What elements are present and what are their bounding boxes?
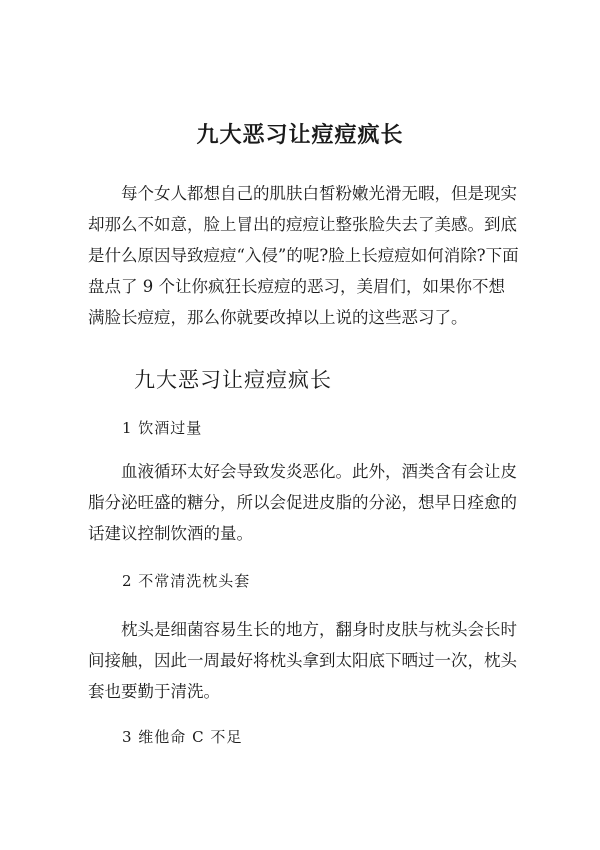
item-body-2: 枕头是细菌容易生长的地方，翻身时皮肤与枕头会长时间接触，因此一周最好将枕头拿到太阳底下晒过一次，枕头套也要勤于清洗。 bbox=[88, 620, 517, 701]
section-subtitle: 九大恶习让痘痘疯长 bbox=[134, 368, 332, 392]
item-heading-1: 1 饮酒过量 bbox=[122, 419, 203, 437]
item-heading-3: 3 维他命 C 不足 bbox=[122, 728, 243, 746]
document-title: 九大恶习让痘痘疯长 bbox=[196, 123, 404, 148]
intro-paragraph: 每个女人都想自己的肌肤白皙粉嫩光滑无暇，但是现实却那么不如意，脸上冒出的痘痘让整张脸失去了美感。到底是什么原因导致痘痘“入侵”的呢?脸上长痘痘如何消除?下面盘点了 9 个让你疯狂长痘痘的恶习，美眉们，如果你不想满脸长痘痘，那么你就要改掉以上说的这些恶习了。 bbox=[88, 184, 519, 327]
item-heading-2: 2 不常清洗枕头套 bbox=[122, 572, 251, 590]
item-body-1: 血液循环太好会导致发炎恶化。此外，酒类含有会让皮脂分泌旺盛的糖分，所以会促进皮脂的分泌，想早日痊愈的话建议控制饮酒的量。 bbox=[88, 462, 517, 543]
